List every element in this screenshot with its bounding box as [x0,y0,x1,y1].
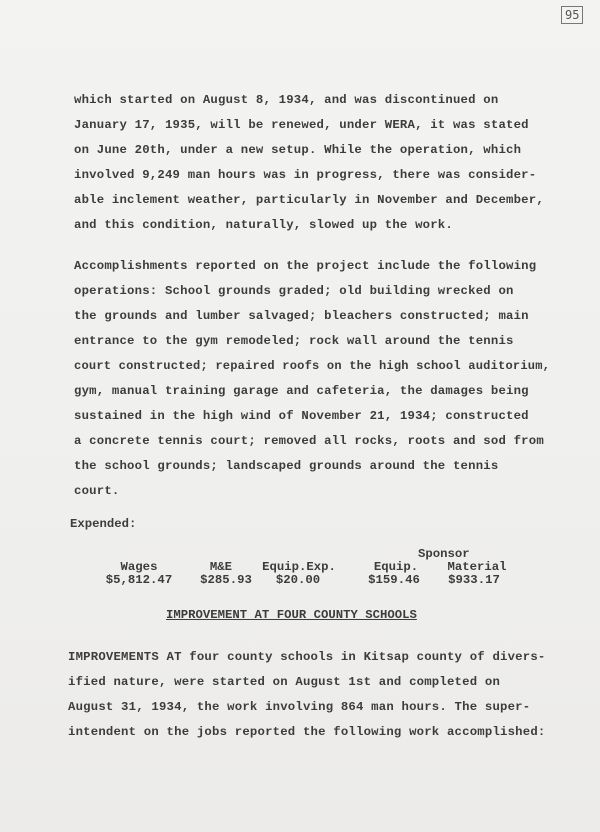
paragraph2-line: court constructed; repaired roofs on the high school auditorium, [74,359,551,373]
paragraph1-line: able inclement weather, particularly in November and December, [74,193,544,207]
expense-value-wages: $5,812.47 [105,573,173,587]
expense-label-equip: Equip. [373,560,419,574]
paragraph2-line: the school grounds; landscaped grounds around the tennis [74,459,499,473]
expended-label: Expended: [70,517,137,531]
section-heading: IMPROVEMENT AT FOUR COUNTY SCHOOLS [166,608,417,622]
paragraph1-line: involved 9,249 man hours was in progress, there was consider- [74,168,537,182]
expense-label-equip-exp: Equip.Exp. [262,560,336,574]
page-number: 95 [561,6,583,24]
paragraph3-line: IMPROVEMENTS AT four county schools in Kitsap county of divers- [68,650,546,664]
paragraph3-line: ified nature, were started on August 1st and completed on [68,675,501,689]
paragraph2-line: the grounds and lumber salvaged; bleachers constructed; main [74,309,529,323]
expense-value-equip: $159.46 [368,573,420,587]
paragraph3-line: intendent on the jobs reported the following work accomplished: [68,725,546,739]
expense-value-material: $933.17 [448,573,500,587]
expense-label-wages: Wages [120,560,158,574]
expense-value-equip-exp: $20.00 [275,573,321,587]
paragraph2-line: sustained in the high wind of November 21, 1934; constructed [74,409,529,423]
paragraph3-line: August 31, 1934, the work involving 864 man hours. The super- [68,700,531,714]
sponsor-label: Sponsor [418,547,470,561]
paragraph1-line: which started on August 8, 1934, and was discontinued on [74,93,499,107]
paragraph1-line: January 17, 1935, will be renewed, under WERA, it was stated [74,118,529,132]
expense-label-me: M&E [209,560,233,574]
paragraph1-line: and this condition, naturally, slowed up the work. [74,218,453,232]
paragraph2-line: operations: School grounds graded; old building wrecked on [74,284,514,298]
expense-value-me: $285.93 [200,573,252,587]
paragraph1-line: on June 20th, under a new setup. While the operation, which [74,143,522,157]
paragraph2-line: entrance to the gym remodeled; rock wall around the tennis [74,334,514,348]
paragraph2-line: a concrete tennis court; removed all rocks, roots and sod from [74,434,544,448]
paragraph2-line: court. [74,484,120,498]
expense-label-material: Material [447,560,507,574]
paragraph2-line: gym, manual training garage and cafeteria, the damages being [74,384,529,398]
paragraph2-line: Accomplishments reported on the project include the following [74,259,537,273]
